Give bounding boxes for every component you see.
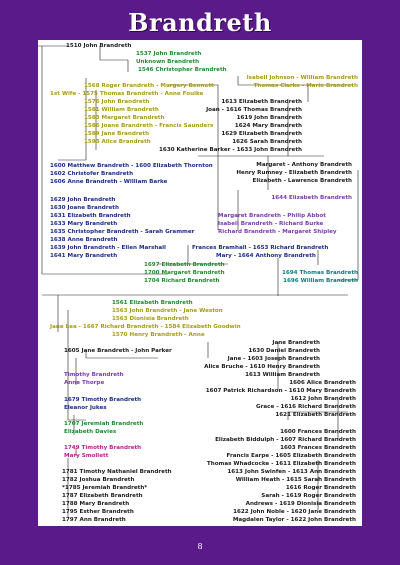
tree-entry: 1629 John Brandreth [50, 197, 116, 203]
tree-entry: 1630 Katherine Barker - 1633 John Brandreth [159, 147, 302, 153]
tree-entry: 1700 Margaret Brandreth [144, 270, 225, 276]
family-tree-sheet [38, 40, 362, 526]
tree-entry: Unknown Brandreth [136, 59, 200, 65]
tree-entry: Margaret Brandreth - Philip Abbot [218, 213, 326, 219]
tree-entry: Sarah - 1619 Roger Brandreth [261, 493, 356, 499]
tree-entry: Margaret - Anthony Brandreth [256, 162, 352, 168]
tree-entry: 1624 Mary Brandreth [234, 123, 302, 129]
tree-entry: 1644 Elizabeth Brandreth [271, 195, 352, 201]
tree-entry: 1635 Christopher Brandreth - Sarah Grammer [50, 229, 195, 235]
tree-entry: Isabell Johnson - William Brandreth [246, 75, 358, 81]
tree-entry: 1606 Alice Brandreth [289, 380, 356, 386]
tree-entry: *1785 Jeremiah Brandreth* [62, 485, 148, 491]
tree-entry: Elizabeth Biddulph - 1607 Richard Brandreth [215, 437, 356, 443]
tree-entry: 1563 John Brandreth - Jane Weston [112, 308, 223, 314]
tree-entry: 1787 Elizabeth Brandreth [62, 493, 143, 499]
tree-entry: 1781 Timothy Nathaniel Brandreth [62, 469, 172, 475]
tree-entry: 1749 Timothy Brandreth [64, 445, 142, 451]
tree-entry: Mary - 1664 Anthony Brandreth [216, 253, 316, 259]
tree-entry: Isabell Brandreth - Richard Burke [218, 221, 324, 227]
tree-entry: Andrews - 1619 Dionisia Brandreth [245, 501, 356, 507]
tree-entry: 1788 Mary Brandreth [62, 501, 130, 507]
tree-entry: Jane Lea - 1667 Richard Brandreth - 1584 Elizabeth Goodwin [50, 324, 241, 330]
tree-entry: 1613 Elizabeth Brandreth [221, 99, 302, 105]
tree-entry: 1619 John Brandreth [236, 115, 302, 121]
tree-entry: Richard Brandreth - Margaret Shipley [218, 229, 337, 235]
tree-entry: 1561 Elizabeth Brandreth [112, 300, 193, 306]
tree-entry: 1630 Daniel Brandreth [248, 348, 320, 354]
tree-entry: 1510 John Brandreth [66, 43, 132, 49]
tree-entry: Francis Earpe - 1605 Elizabeth Brandreth [226, 453, 356, 459]
tree-entry: Mary Smollett [64, 453, 109, 459]
tree-entry: 1639 John Brandreth - Ellen Marshall [50, 245, 166, 251]
tree-entry: 1606 Anne Brandreth - William Barke [50, 179, 168, 185]
tree-entry: 1707 Jeremiah Brandreth [64, 421, 144, 427]
tree-entry: 1694 Thomas Brandreth [281, 270, 358, 276]
tree-entry: Henry Rumney - Elizabeth Brandreth [236, 170, 352, 176]
tree-entry: 1616 Roger Brandreth [285, 485, 356, 491]
tree-entry: 1626 Sarah Brandreth [232, 139, 302, 145]
tree-entry: 1613 William Brandreth [245, 372, 320, 378]
tree-entry: 1641 Mary Brandreth [50, 253, 118, 259]
tree-entry: 1537 John Brandreth [136, 51, 202, 57]
tree-entry: 1581 William Brandreth [84, 107, 159, 113]
tree-entry: 1696 William Brandreth [283, 278, 358, 284]
tree-entry: 1704 Richard Brandreth [144, 278, 220, 284]
tree-entry: 1622 John Noble - 1620 Jane Brandreth [233, 509, 356, 515]
tree-entry: 1795 Esther Brandreth [62, 509, 134, 515]
tree-entry: Elizabeth Davies [64, 429, 117, 435]
tree-entry: William Heath - 1615 Sarah Brandreth [235, 477, 356, 483]
tree-entry: 1563 Dionisia Brandreth [112, 316, 189, 322]
tree-entry: Alice Bruche - 1610 Henry Brandreth [204, 364, 320, 370]
tree-entry: Timothy Brandreth [64, 372, 124, 378]
tree-entry: 1589 Jane Brandreth [84, 131, 150, 137]
tree-entry: Eleanor Jukes [64, 405, 107, 411]
tree-entry: 1600 Matthew Brandreth - 1600 Elizabeth Thornton [50, 163, 213, 169]
tree-entry: 1546 Christopher Brandreth [138, 67, 227, 73]
tree-entry: 1605 Jane Brandreth - John Parker [64, 348, 172, 354]
tree-entry: Jane - 1603 Joseph Brandreth [227, 356, 320, 362]
tree-entry: 1607 Patrick Richardson - 1610 Mary Brandreth [205, 388, 356, 394]
tree-entry: 1613 John Swinfen - 1613 Ann Brandreth [227, 469, 356, 475]
tree-entry: Frances Bramhall - 1653 Richard Brandreth [192, 245, 329, 251]
tree-entry: 1679 Timothy Brandreth [64, 397, 142, 403]
tree-entry: 1697 Elizabeth Brandreth [144, 262, 225, 268]
tree-entry: 1593 Alice Brandreth [84, 139, 151, 145]
tree-entry: Grace - 1616 Richard Brandreth [256, 404, 356, 410]
tree-entry: 1603 Frances Brandreth [280, 445, 356, 451]
tree-entry: Jane Brandreth [272, 340, 320, 346]
tree-entry: 1602 Christofer Brandreth [50, 171, 134, 177]
page-title: Brandreth [128, 8, 272, 37]
tree-entry: 1568 Roger Brandreth - Margery Bennett [84, 83, 214, 89]
tree-entry: Magdalen Taylor - 1622 John Brandreth [232, 517, 356, 523]
tree-entry: 1633 Mary Brandreth [50, 221, 118, 227]
tree-entry: 1576 John Brandreth [84, 99, 150, 105]
page-number: 8 [197, 542, 203, 551]
tree-entry: 1570 Henry Brandreth - Anne [112, 332, 205, 338]
tree-entry: 1583 Margaret Brandreth [84, 115, 165, 121]
tree-entry: Elizabeth - Lawrence Brandreth [252, 178, 352, 184]
tree-entry: 1630 Joane Brandreth [50, 205, 119, 211]
tree-entry: 1631 Elizabeth Brandreth [50, 213, 131, 219]
tree-entry: 1638 Anne Brandreth [50, 237, 118, 243]
tree-entry: Thomas Clarke - Marie Brandreth [253, 83, 358, 89]
tree-entry: Anne Thorpe [64, 380, 105, 386]
tree-entry: 1782 Joshua Brandreth [62, 477, 135, 483]
tree-entry: 1586 Joane Brandreth - Francis Saunders [84, 123, 214, 129]
tree-entry: 1797 Ann Brandreth [62, 517, 126, 523]
tree-entry: 1st Wife - 1575 Thomas Brandreth - Anne Foulke [50, 91, 204, 97]
tree-entry: 1612 John Brandreth [290, 396, 356, 402]
tree-entry: Thomas Whadcocke - 1611 Elizabeth Brandreth [206, 461, 356, 467]
tree-entry: 1629 Elizabeth Brandreth [221, 131, 302, 137]
tree-entry: 1621 Elizabeth Brandreth [275, 412, 356, 418]
tree-entry: 1600 Frances Brandreth [280, 429, 356, 435]
tree-entry: Joan - 1616 Thomas Brandreth [206, 107, 302, 113]
